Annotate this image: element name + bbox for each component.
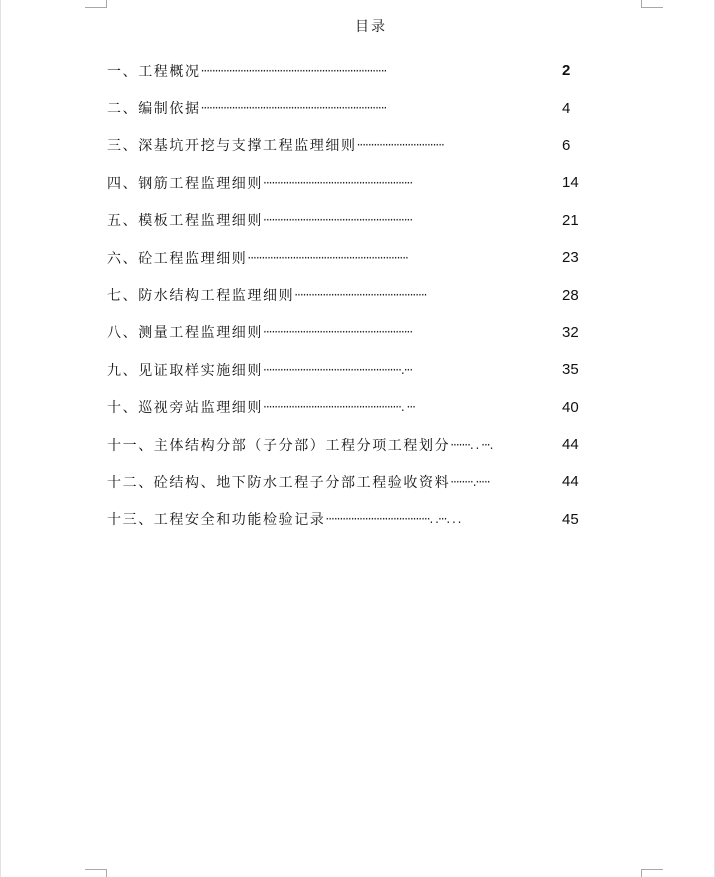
toc-entry-page-number: 14 xyxy=(562,174,579,192)
crop-mark-top-left-h xyxy=(85,7,107,8)
toc-entry-page-number: 2 xyxy=(562,62,571,80)
toc-entry[interactable] xyxy=(107,276,607,313)
toc-entry-page-number: 44 xyxy=(562,436,579,454)
toc-entry-label: 五、模板工程监理细则 xyxy=(107,213,263,230)
toc-entry-leader: ·································································· xyxy=(200,101,387,116)
toc-entry-page-number: 21 xyxy=(562,211,579,229)
toc-entry-leader: ····················································· xyxy=(263,175,413,190)
toc-entry-label: 十二、砼结构、地下防水工程子分部工程验收资料 xyxy=(107,474,451,491)
toc-entry[interactable] xyxy=(107,426,607,463)
toc-entry-leader: ·································································· xyxy=(200,63,387,78)
toc-entry-page-number: 40 xyxy=(562,398,579,416)
toc-entry-page-number: 32 xyxy=(562,323,579,341)
toc-entry-leader: ·················································.··· xyxy=(263,362,413,377)
toc-entry-label: 六、砼工程监理细则 xyxy=(107,250,248,267)
table-of-contents xyxy=(107,52,607,538)
toc-entry-leader: ········.····· xyxy=(450,474,490,489)
toc-entry[interactable] xyxy=(107,164,607,201)
crop-mark-bottom-left-v xyxy=(106,869,107,877)
toc-entry[interactable] xyxy=(107,351,607,388)
toc-entry-page-number: 28 xyxy=(562,286,579,304)
toc-entry-label: 十三、工程安全和功能检验记录 xyxy=(107,512,326,529)
toc-entry[interactable] xyxy=(107,239,607,276)
toc-entry[interactable] xyxy=(107,52,607,89)
crop-mark-bottom-right-h xyxy=(641,869,663,870)
toc-entry[interactable] xyxy=(107,501,607,538)
toc-entry-label: 四、钢筋工程监理细则 xyxy=(107,175,263,192)
toc-entry[interactable] xyxy=(107,127,607,164)
toc-entry-page-number: 6 xyxy=(562,136,571,154)
toc-entry-leader: ·······. . ···. xyxy=(450,437,493,452)
toc-entry-label: 一、工程概况 xyxy=(107,63,201,80)
toc-entry[interactable] xyxy=(107,463,607,500)
toc-entry-page-number: 23 xyxy=(562,249,579,267)
crop-mark-top-right-v xyxy=(641,0,642,8)
toc-entry-label: 九、见证取样实施细则 xyxy=(107,362,263,379)
toc-entry-leader: ··············································· xyxy=(294,288,427,303)
crop-mark-bottom-right-v xyxy=(641,869,642,877)
toc-entry-page-number: 4 xyxy=(562,99,571,117)
toc-entry-label: 三、深基坑开挖与支撑工程监理细则 xyxy=(107,138,357,155)
toc-entry-label: 二、编制依据 xyxy=(107,101,201,118)
toc-title: 目录 xyxy=(355,19,387,35)
toc-entry[interactable] xyxy=(107,314,607,351)
toc-entry-page-number: 44 xyxy=(562,473,579,491)
toc-entry-label: 八、测量工程监理细则 xyxy=(107,325,263,342)
toc-entry-leader: ·················································. ··· xyxy=(263,400,415,415)
toc-entry-leader: ························································· xyxy=(247,250,408,265)
toc-entry-leader: ····················································· xyxy=(263,325,413,340)
toc-entry-leader: ······························· xyxy=(356,138,444,153)
toc-entry[interactable] xyxy=(107,89,607,126)
toc-entry-leader: ·····································. .···. . . xyxy=(325,512,461,527)
crop-mark-bottom-left-h xyxy=(85,869,107,870)
toc-entry-leader: ····················································· xyxy=(263,213,413,228)
crop-mark-top-right-h xyxy=(641,7,663,8)
toc-entry-page-number: 35 xyxy=(562,361,579,379)
toc-entry-label: 十、巡视旁站监理细则 xyxy=(107,400,263,417)
toc-entry-page-number: 45 xyxy=(562,510,579,528)
toc-entry-label: 十一、主体结构分部（子分部）工程分项工程划分 xyxy=(107,437,451,454)
toc-entry[interactable] xyxy=(107,389,607,426)
crop-mark-top-left-v xyxy=(106,0,107,8)
toc-entry-label: 七、防水结构工程监理细则 xyxy=(107,288,295,305)
toc-entry[interactable] xyxy=(107,202,607,239)
